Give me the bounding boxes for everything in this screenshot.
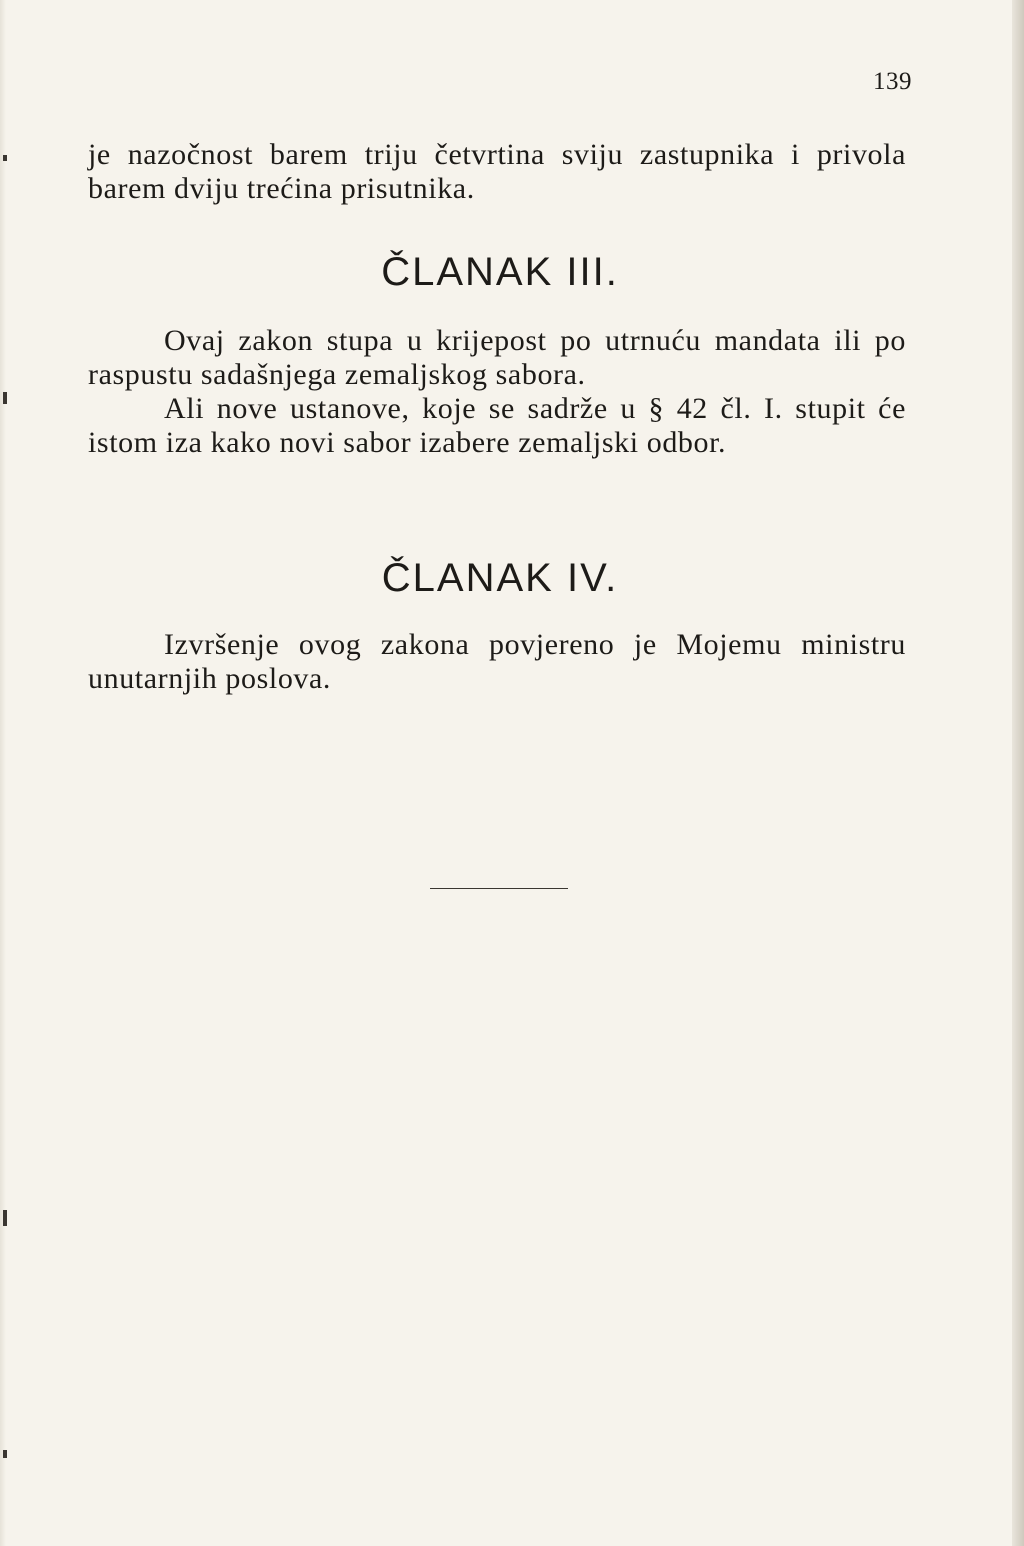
article-4-heading: ČLANAK IV. [381,556,619,600]
intro-text [88,138,906,206]
margin-mark [3,1450,7,1458]
margin-mark [3,392,7,404]
article-4-text [88,628,906,696]
article-3-heading: ČLANAK III. [381,250,619,294]
page-left-edge [0,0,6,1546]
article-4-paragraph: Izvršenje ovog zakona povjereno je Mojemu ministru unutarnjih poslova. [88,628,906,695]
article-3-paragraph-2: Ali nove ustanove, koje se sadrže u § 42 čl. I. stupit će istom iza kako novi sabor izabere zemaljski odbor. [88,392,906,459]
margin-mark [3,1210,7,1226]
page-number: 139 [873,68,912,95]
intro-paragraph: je nazočnost barem triju četvrtina sviju zastupnika i privola barem dviju trećina prisutnika. [88,138,906,205]
page-right-edge [1012,0,1024,1546]
article-3-paragraph-1: Ovaj zakon stupa u krijepost po utrnuću mandata ili po raspustu sadašnjega zemaljskog sabora. [88,324,906,391]
margin-mark [3,155,7,161]
article-3-text [88,324,906,460]
closing-rule [430,888,568,889]
